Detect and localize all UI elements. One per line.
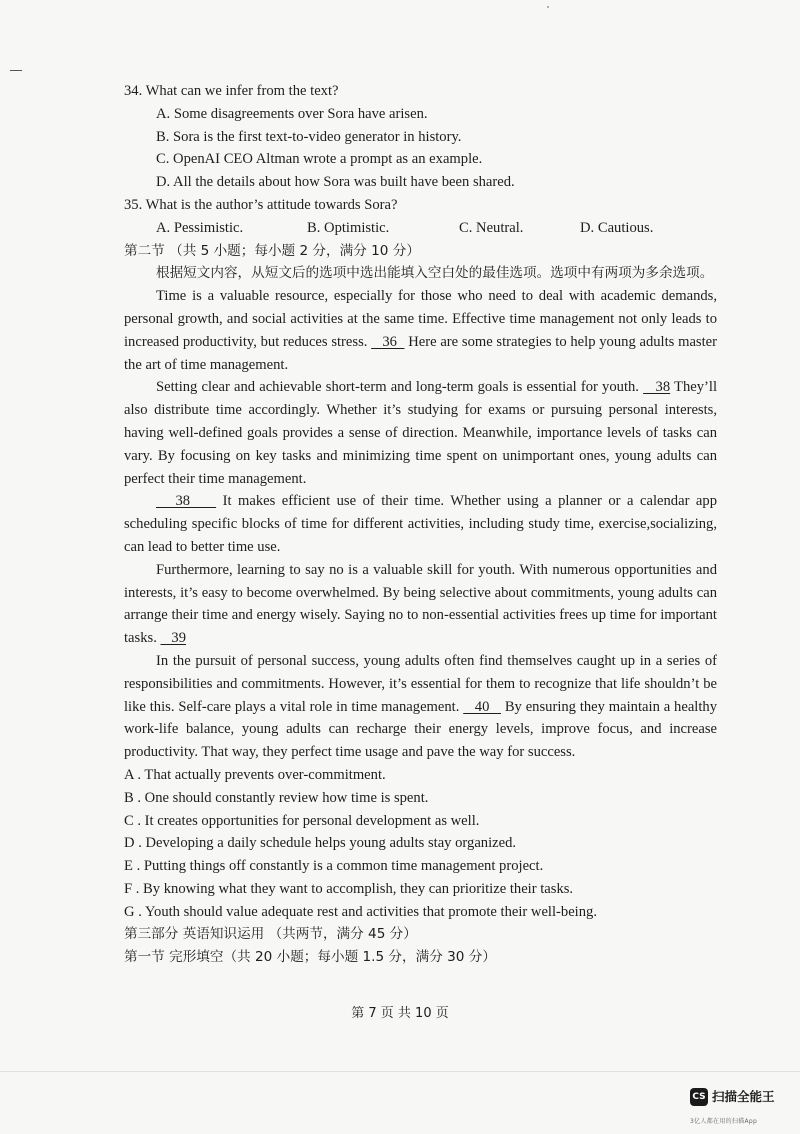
question-35-option-c: C. Neutral. (459, 219, 524, 236)
p4-text-a: Furthermore, learning to say no is a valuable skill for youth. With numerous opportunities and interests, it’s easy to become overwhelmed. By being selective about commitments, young adults can arrange their time and energy wisely. Saying no to non-essential activities frees up time for important tasks. (124, 561, 717, 647)
question-35-option-d: D. Cautious. (580, 219, 654, 236)
scanner-watermark (690, 1086, 794, 1134)
camscanner-logo-icon: CS (690, 1088, 708, 1106)
p5-text-a: In the pursuit of personal success, young adults often find themselves caught up in a series of responsibilities and commitments. However, it’s essential for them to recognize that life shouldn’t be like this. Self-care plays a vital role in time management. (124, 652, 717, 715)
edge-mark (10, 70, 22, 71)
p1-text-a: Time is a valuable resource, especially for those who need to deal with academic demands, personal growth, and social activities at the same time. Effective time management not only leads to increased productivity, but reduces stress. (124, 288, 717, 350)
question-35-stem: 35. What is the author’s attitude towards Sora? (124, 196, 398, 213)
question-34-option-a: A. Some disagreements over Sora have arisen. (156, 105, 428, 122)
question-34-option-b: B. Sora is the first text-to-video generator in history. (156, 128, 462, 145)
p1-text-b: Here are some strategies to help young adults master the art of time management. (124, 333, 717, 373)
blank-37: 38 (643, 379, 671, 396)
choice-g: G . Youth should value adequate rest and activities that promote their well-being. (124, 903, 597, 920)
question-34-stem: 34. What can we infer from the text? (124, 83, 339, 99)
watermark-row (690, 1086, 794, 1109)
question-35-options (124, 217, 717, 240)
choice-d: D . Developing a daily schedule helps young adults stay organized. (124, 835, 517, 852)
watermark-name: 扫描全能王 (712, 1089, 775, 1104)
exam-page (124, 80, 717, 969)
part-3-heading: 第三部分 英语知识运用 （共两节，满分 45 分） (124, 926, 417, 943)
p3-text-b: It makes efficient use of their time. Whether using a planner or a calendar app scheduling specific blocks of time for different activities, including study time, exercise,socializing, can lead to better time use. (124, 493, 718, 555)
part-3-subheading: 第一节 完形填空（共 20 小题；每小题 1.5 分，满分 30 分） (124, 949, 496, 966)
passage-paragraph-2 (124, 376, 717, 490)
choice-c: C . It creates opportunities for personal development as well. (124, 812, 480, 829)
passage-paragraph-3 (124, 490, 717, 558)
question-34-option-d: D. All the details about how Sora was built have been shared. (156, 174, 515, 191)
choice-b: B . One should constantly review how time is spent. (124, 789, 429, 806)
p5-text-b: By ensuring they maintain a healthy work-life balance, young adults can recharge their energy levels, improve focus, and increase productivity. That way, they perfect time usage and pave the way for success. (124, 698, 718, 761)
blank-39: 39 (160, 630, 187, 647)
watermark-slogan: 3亿人都在用的扫描App (690, 1117, 758, 1125)
page-number: 第 7 页 共 10 页 (351, 1006, 449, 1021)
passage-paragraph-4 (124, 559, 717, 650)
blank-38: 38 (156, 493, 217, 510)
passage-paragraph-1 (124, 285, 717, 376)
question-34-option-c: C. OpenAI CEO Altman wrote a prompt as an example. (156, 151, 483, 168)
passage-paragraph-5 (124, 650, 717, 764)
blank-40: 40 (463, 698, 501, 715)
speck (547, 6, 549, 8)
choice-e: E . Putting things off constantly is a common time management project. (124, 858, 544, 875)
choice-f: F . By knowing what they want to accomplish, they can prioritize their tasks. (124, 880, 574, 897)
question-35-option-a: A. Pessimistic. (156, 219, 244, 236)
section-2-heading: 第二节 （共 5 小题；每小题 2 分，满分 10 分） (124, 242, 420, 259)
blank-36: 36 (371, 333, 405, 350)
section-2-instruction: 根据短文内容，从短文后的选项中选出能填入空白处的最佳选项。选项中有两项为多余选项。 (156, 265, 714, 282)
choice-a: A . That actually prevents over-commitment. (124, 766, 386, 783)
p2-text-b: They’ll also distribute time accordingly. Whether it’s studying for exams or pursuing personal interests, having well-defined goals provides a sense of direction. Meanwhile, importance levels of tasks can vary. By focusing on key tasks and minimizing time spent on unimportant ones, young adults can perfect their time management. (124, 379, 717, 487)
p2-text-a: Setting clear and achievable short-term and long-term goals is essential for youth. (156, 379, 644, 396)
divider (0, 1071, 800, 1072)
question-35-option-b: B. Optimistic. (307, 219, 390, 236)
